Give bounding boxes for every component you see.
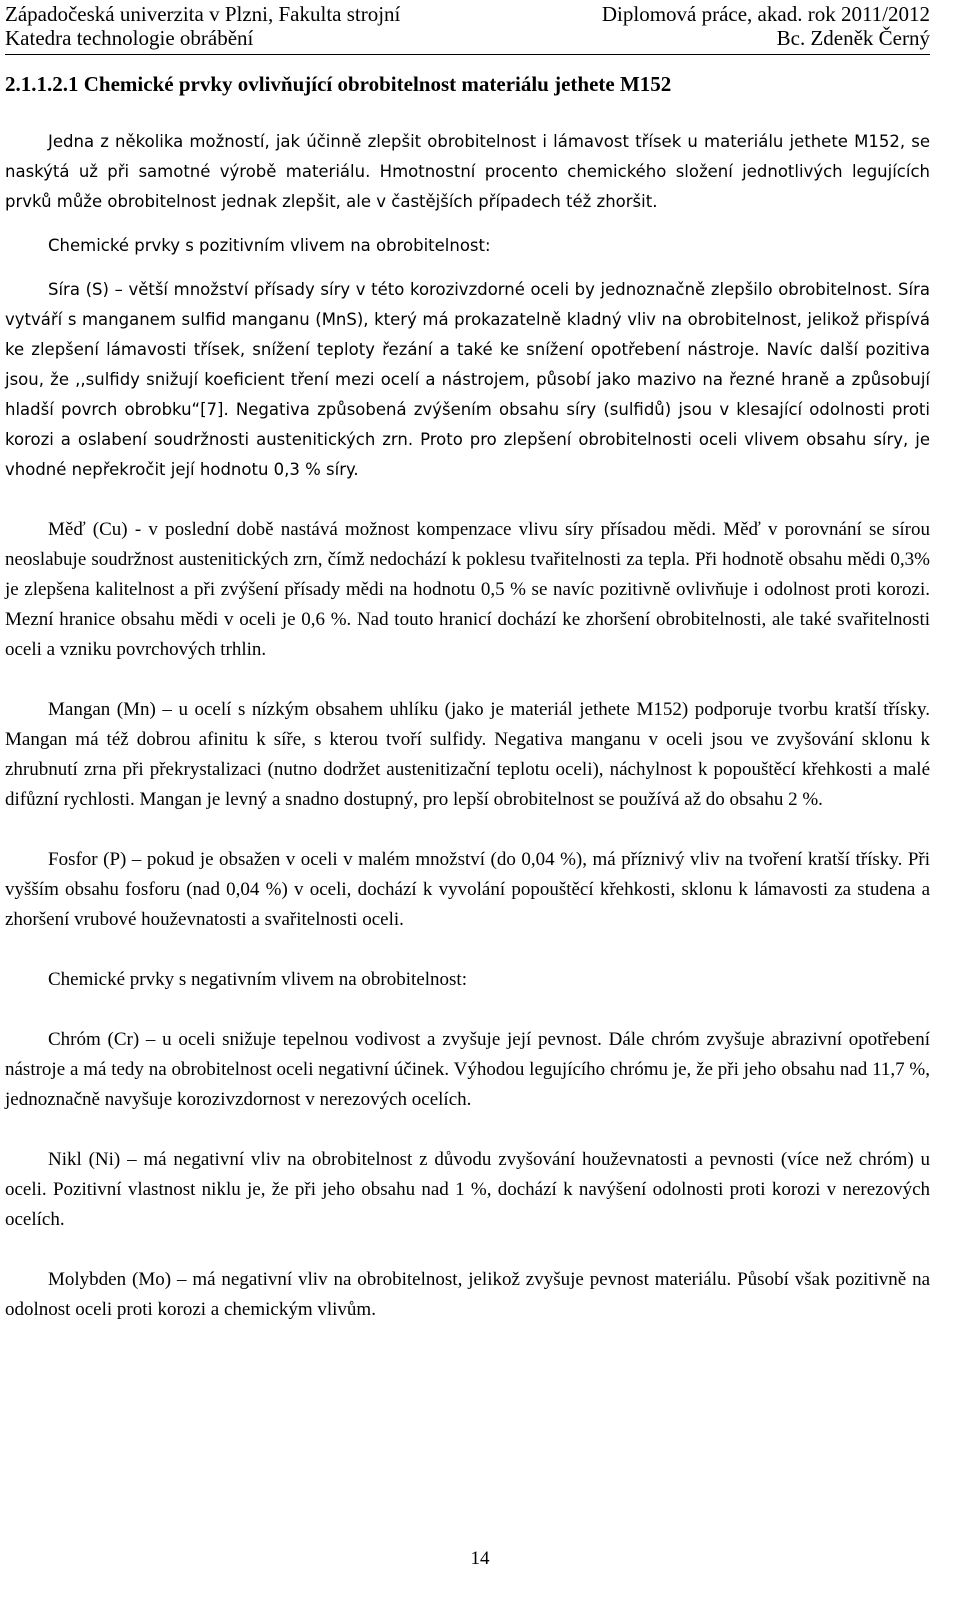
intro-paragraph: Jedna z několika možností, jak účinně zlepšit obrobitelnost i lámavost třísek u materiálu jethete M152, se naskýtá už při samotné výrobě materiálu. Hmotnostní procento chemického složení jednotlivých legujících prvků může obrobitelnost jednak zlepšit, ale v častějších případech též zhoršit. xyxy=(5,132,930,211)
phosphorus-paragraph: Fosfor (P) – pokud je obsažen v oceli v malém množství (do 0,04 %), má příznivý vliv na tvoření kratší třísky. Při vyšším obsahu fosforu (nad 0,04 %) v oceli, dochází k vyvolání popouštěcí křehkosti, sklonu k lámavosti za studena a zhoršení vrubové houževnatosti a svařitelnosti oceli. xyxy=(5,849,930,930)
manganese-paragraph: Mangan (Mn) – u ocelí s nízkým obsahem uhlíku (jako je materiál jethete M152) podporuje tvorbu kratší třísky. Mangan má též dobrou afinitu k síře, s kterou tvoří sulfidy. Negativa manganu v oceli jsou ve zvyšování sklonu k zhrubnutí zrna při překrystalizaci (nutno dodržet austenitizační teplotu oceli), náchylnost k popouštěcí křehkosti a malé difůzní rychlosti. Mangan je levný a snadno dostupný, pro lepší obrobitelnost se používá až do obsahu 2 %. xyxy=(5,699,930,810)
molybdenum-paragraph: Molybden (Mo) – má negativní vliv na obrobitelnost, jelikož zvyšuje pevnost materiálu. Působí však pozitivně na odolnost oceli proti korozi a chemickým vlivům. xyxy=(5,1269,930,1320)
nickel-paragraph: Nikl (Ni) – má negativní vliv na obrobitelnost z důvodu zvyšování houževnatosti a pevnosti (více než chróm) u oceli. Pozitivní vlastnost niklu je, že při jeho obsahu nad 1 %, dochází k navýšení odolnosti proti korozi v nerezových ocelích. xyxy=(5,1149,930,1230)
section-heading: 2.1.1.2.1 Chemické prvky ovlivňující obrobitelnost materiálu jethete M152 xyxy=(5,72,672,96)
header-thesis: Diplomová práce, akad. rok 2011/2012 xyxy=(601,2,930,26)
header-divider xyxy=(5,54,930,55)
copper-paragraph: Měď (Cu) - v poslední době nastává možnost kompenzace vlivu síry přísadou mědi. Měď v porovnání se sírou neoslabuje soudržnost austenitických zrn, čímž nedochází k poklesu tvařitelnosti za tepla. Při hodnotě obsahu mědi 0,3% je zlepšena kalitelnost a při zvýšení přísady mědi na hodnotu 0,5 % se navíc pozitivně ovlivňuje i odolnost proti korozi. Mezní hranice obsahu mědi v oceli je 0,6 %. Nad touto hranicí dochází ke zhoršení obrobitelnosti, ale také svařitelnosti oceli a vzniku povrchových trhlin. xyxy=(5,519,930,660)
negative-elements-label: Chemické prvky s negativním vlivem na obrobitelnost: xyxy=(48,969,467,990)
page-header-row-2 xyxy=(5,26,930,50)
page-header-row-1 xyxy=(5,2,930,26)
document-page xyxy=(5,0,930,1613)
positive-elements-label: Chemické prvky s pozitivním vlivem na obrobitelnost: xyxy=(48,236,491,255)
sulfur-text: Síra (S) – větší množství přísady síry v této korozivzdorné oceli by jednoznačně zlepšilo obrobitelnost. Síra vytváří s manganem sulfid manganu (MnS), který má prokazatelně kladný vliv na obrobitelnost, jelikož přispívá ke zlepšení lámavosti třísek, snížení teploty řezání a také ke snížení opotřebení nástroje. Navíc další pozitiva jsou, že ,,sulfidy snižují koeficient tření mezi ocelí a nástrojem, působí jako mazivo na řezné hraně a způsobují hladší povrch obrobku“[7]. Negativa způsobená zvýšením obsahu síry (sulfidů) jsou v klesající odolnosti proti korozi a oslabení soudržnosti austenitických zrn. Proto pro zlepšení obrobitelnosti oceli vlivem obsahu síry, je vhodné nepřekročit její hodnotu 0,3 % síry. xyxy=(5,280,930,479)
header-university: Západočeská univerzita v Plzni, Fakulta strojní xyxy=(5,2,401,26)
page-number: 14 xyxy=(470,1548,490,1569)
sulfur-paragraph xyxy=(5,275,930,485)
header-department: Katedra technologie obrábění xyxy=(5,26,254,50)
header-author: Bc. Zdeněk Černý xyxy=(776,26,930,50)
chromium-paragraph: Chróm (Cr) – u oceli snižuje tepelnou vodivost a zvyšuje její pevnost. Dále chróm zvyšuje abrazivní opotřebení nástroje a má tedy na obrobitelnost oceli negativní účinek. Výhodou legujícího chrómu je, že při jeho obsahu nad 11,7 %, jednoznačně navyšuje korozivzdornost v nerezových ocelích. xyxy=(5,1029,930,1110)
